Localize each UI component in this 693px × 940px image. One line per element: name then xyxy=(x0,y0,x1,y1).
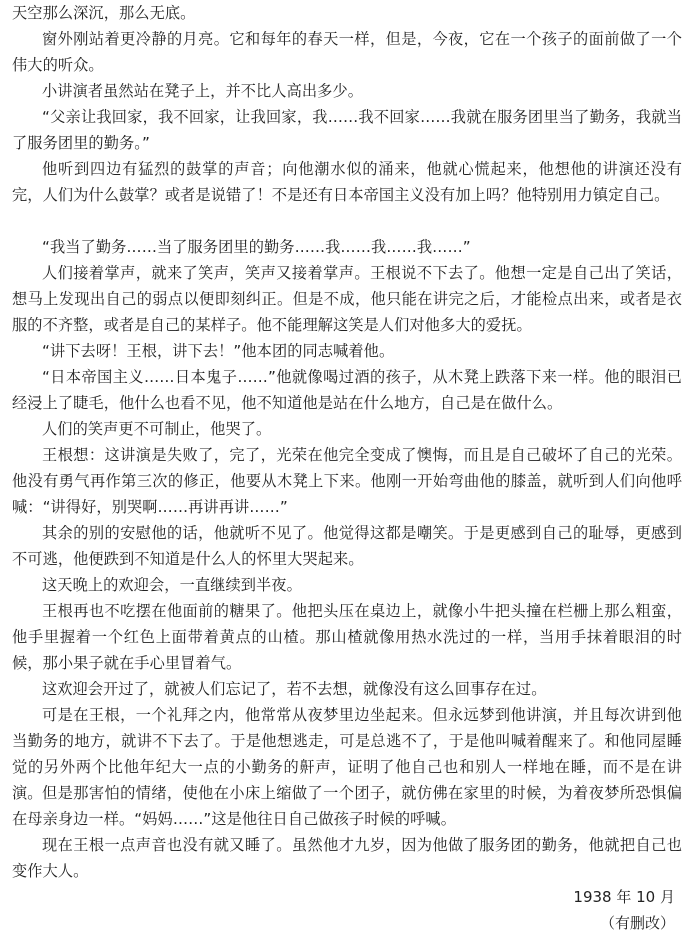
paragraph-13: 这天晚上的欢迎会，一直继续到半夜。 xyxy=(42,576,302,594)
paragraph-10: 人们的笑声更不可制止，他哭了。 xyxy=(42,420,272,438)
document-date: 1938 年 10 月 xyxy=(573,888,675,906)
paragraph-18: 现在王根一点声音也没有就又睡了。虽然他才九岁，因为他做了服务团的勤务，他就把自己也变作大人。 xyxy=(12,836,682,880)
paragraph-15: 这欢迎会开过了，就被人们忘记了，若不去想，就像没有这么回事存在过。 xyxy=(42,680,547,698)
paragraph-4: “父亲让我回家，我不回家，让我回家，我……我不回家……我就在服务团里当了勤务，我就当了服务团里的勤务。” xyxy=(12,108,682,152)
paragraph-16: 可是在王根，一个礼拜之内，他常常从夜梦里边坐起来。但永远梦到他讲演，并且每次讲到他当勤务的地方，就讲不下去了。于是他想逃走，可是总逃不了，于是他叫喊着醒来了。和他同屋睡觉的另外两个比他年纪大一点的小勤务的鼾声，证明了他自己也和别人一样地在睡，而不是在讲演。 xyxy=(12,706,682,802)
paragraph-5: 他听到四边有猛烈的鼓掌的声音；向他潮水似的涌来，他就心慌起来，他想他的讲演还没有完，人们为什么鼓掌？或者是说错了！不是还有日本帝国主义没有加上吗？他特别用力镇定自己。 xyxy=(12,160,682,204)
paragraph-8: “讲下去呀！王根，讲下去！”他本团的同志喊着他。 xyxy=(42,342,395,360)
paragraph-2: 窗外刚站着更冷静的月亮。它和每年的春天一样，但是，今夜，它在一个孩子的面前做了一个伟大的听众。 xyxy=(12,30,682,74)
paragraph-1: 天空那么深沉，那么无底。 xyxy=(12,4,196,22)
paragraph-7: 人们接着掌声，就来了笑声，笑声又接着掌声。王根说不下去了。他想一定是自己出了笑话，想马上发现出自己的弱点以便即刻纠正。但是不成，他只能在讲完之后，才能检点出来，或者是衣服的不齐整，或者是自己的某样子。他不能理解这笑是人们对他多大的爱抚。 xyxy=(12,264,682,334)
paragraph-3: 小讲演者虽然站在凳子上，并不比人高出多少。 xyxy=(42,82,364,100)
paragraph-17: 但是那害怕的情绪，使他在小床上缩做了一个团子，就仿佛在家里的时候，为着夜梦所恐惧偏在母亲身边一样。“妈妈……”这是他往日自己做孩子时候的呼喊。 xyxy=(12,784,682,828)
paragraph-14: 王根再也不吃摆在他面前的糖果了。他把头压在桌边上，就像小牛把头撞在栏栅上那么粗蛮，他手里握着一个红色上面带着黄点的山楂。那山楂就像用热水洗过的一样，当用手抹着眼泪的时候，那小果子就在手心里冒着气。 xyxy=(12,602,682,672)
paragraph-9: “日本帝国主义……日本鬼子……”他就像喝过酒的孩子，从木凳上跌落下来一样。他的眼泪已经浸上了睫毛，他什么也看不见，他不知道他是站在什么地方，自己是在做什么。 xyxy=(12,368,682,412)
paragraph-6: “我当了勤务……当了服务团里的勤务……我……我……我……” xyxy=(42,238,471,256)
paragraph-11: 王根想：这讲演是失败了，完了，光荣在他完全变成了懊悔，而且是自己破坏了自己的光荣。他没有勇气再作第三次的修正，他要从木凳上下来。他刚一开始弯曲他的膝盖，就听到人们向他呼喊：“讲得好，别哭啊……再讲再讲……” xyxy=(12,446,682,516)
edit-note: （有删改） xyxy=(599,914,675,932)
paragraph-12: 其余的别的安慰他的话，他就听不见了。他觉得这都是嘲笑。于是更感到自己的耻辱，更感到不可逃，他便跌到不知道是什么人的怀里大哭起来。 xyxy=(12,524,682,568)
